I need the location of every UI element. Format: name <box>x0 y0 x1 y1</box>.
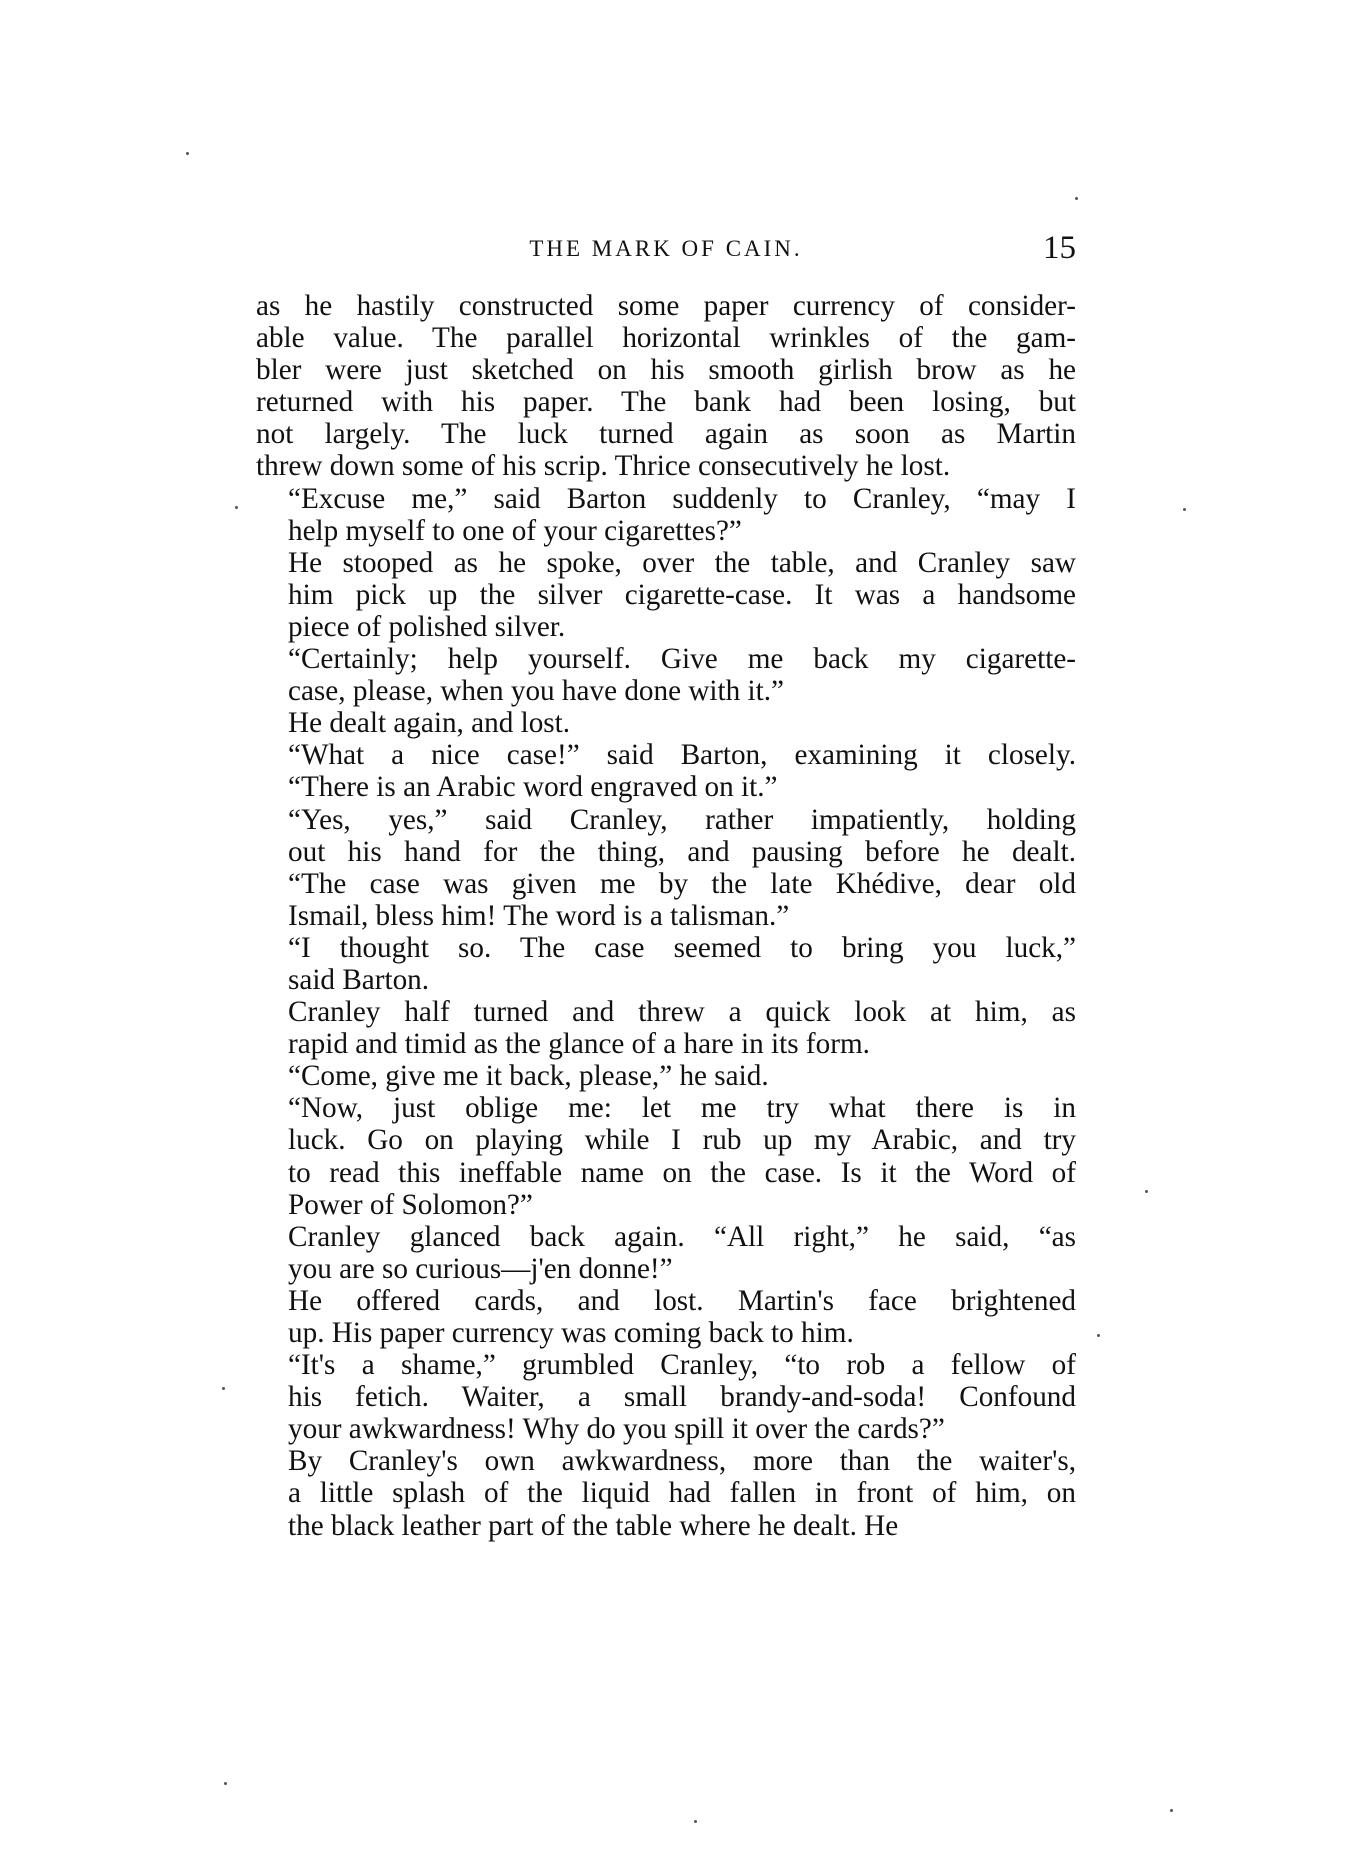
text-line: “There is an Arabic word engraved on it.” <box>288 771 778 804</box>
page-number: 15 <box>1043 230 1076 266</box>
running-title: THE MARK OF CAIN. <box>529 236 803 261</box>
text-line: threw down some of his scrip. Thrice consecutively he lost. <box>256 450 951 483</box>
text-line: you are so curious—j'en donne!” <box>288 1252 673 1285</box>
text-line: help myself to one of your cigarettes?” <box>288 514 742 547</box>
text-line: as he hastily constructed some paper currency of consider- <box>256 290 1076 322</box>
paragraph <box>256 1060 1076 1092</box>
paragraph <box>256 1221 1076 1285</box>
text-line: “Come, give me it back, please,” he said. <box>288 1060 769 1093</box>
paragraph <box>256 932 1076 996</box>
text-line: “I thought so. The case seemed to bring you luck,” <box>288 931 1076 964</box>
scan-speck <box>694 1820 697 1823</box>
paragraph <box>256 707 1076 739</box>
text-line: piece of polished silver. <box>288 610 566 643</box>
text-line: Ismail, bless him! The word is a talisman.” <box>288 899 790 932</box>
page-header <box>256 230 1076 270</box>
text-line: his fetich. Waiter, a small brandy-and-soda! Confound <box>288 1381 1076 1414</box>
text-line: “The case was given me by the late Khédive, dear old <box>288 867 1076 900</box>
text-line: Power of Solomon?” <box>288 1188 533 1221</box>
text-line: not largely. The luck turned again as soon as Martin <box>256 418 1076 451</box>
text-line: case, please, when you have done with it.” <box>288 675 785 708</box>
paragraph <box>256 739 1076 803</box>
paragraph <box>256 1285 1076 1349</box>
paragraph <box>256 1349 1076 1445</box>
text-line: him pick up the silver cigarette-case. It was a handsome <box>288 578 1076 611</box>
text-line: returned with his paper. The bank had been losing, but <box>256 386 1076 419</box>
scan-speck <box>1170 1809 1173 1812</box>
text-line: the black leather part of the table where he dealt. He <box>288 1509 899 1542</box>
paragraph <box>256 483 1076 547</box>
text-line: Cranley glanced back again. “All right,” he said, “as <box>288 1220 1076 1253</box>
text-line: “Excuse me,” said Barton suddenly to Cranley, “may I <box>288 482 1076 515</box>
text-line: able value. The parallel horizontal wrinkles of the gam- <box>256 322 1076 355</box>
text-line: “Certainly; help yourself. Give me back my cigarette- <box>288 643 1076 676</box>
paragraph <box>256 1092 1076 1220</box>
paragraph <box>256 547 1076 643</box>
text-line: “What a nice case!” said Barton, examining it closely. <box>288 739 1076 772</box>
text-line: your awkwardness! Why do you spill it over the cards?” <box>288 1413 945 1446</box>
scan-speck <box>1075 197 1078 200</box>
text-line: bler were just sketched on his smooth girlish brow as he <box>256 354 1076 387</box>
scan-speck <box>224 1782 227 1785</box>
text-line: “It's a shame,” grumbled Cranley, “to rob a fellow of <box>288 1349 1076 1382</box>
scan-speck <box>222 1387 225 1390</box>
text-line: He dealt again, and lost. <box>288 707 571 740</box>
text-line: Cranley half turned and threw a quick look at him, as <box>288 996 1076 1029</box>
paragraph <box>256 804 1076 932</box>
scan-speck <box>235 506 238 509</box>
text-line: luck. Go on playing while I rub up my Arabic, and try <box>288 1124 1076 1157</box>
text-line: rapid and timid as the glance of a hare in its form. <box>288 1028 870 1061</box>
body-text <box>256 290 1076 1542</box>
text-line: to read this ineffable name on the case. Is it the Word of <box>288 1156 1076 1189</box>
text-line: By Cranley's own awkwardness, more than the waiter's, <box>288 1445 1076 1478</box>
text-line: He offered cards, and lost. Martin's face brightened <box>288 1284 1076 1317</box>
scan-speck <box>186 152 189 155</box>
paragraph <box>256 643 1076 707</box>
paragraph <box>256 1445 1076 1541</box>
text-line: up. His paper currency was coming back to him. <box>288 1317 854 1349</box>
text-line: out his hand for the thing, and pausing before he dealt. <box>288 835 1076 868</box>
scan-speck <box>1145 1190 1148 1193</box>
scan-speck <box>1183 508 1186 511</box>
scan-speck <box>1097 1334 1100 1337</box>
text-line: “Now, just oblige me: let me try what there is in <box>288 1092 1076 1125</box>
paragraph <box>256 290 1076 483</box>
text-line: “Yes, yes,” said Cranley, rather impatiently, holding <box>288 803 1076 836</box>
paragraph <box>256 996 1076 1060</box>
text-line: said Barton. <box>288 963 430 996</box>
text-line: He stooped as he spoke, over the table, and Cranley saw <box>288 546 1076 579</box>
text-line: a little splash of the liquid had fallen in front of him, on <box>288 1477 1076 1510</box>
